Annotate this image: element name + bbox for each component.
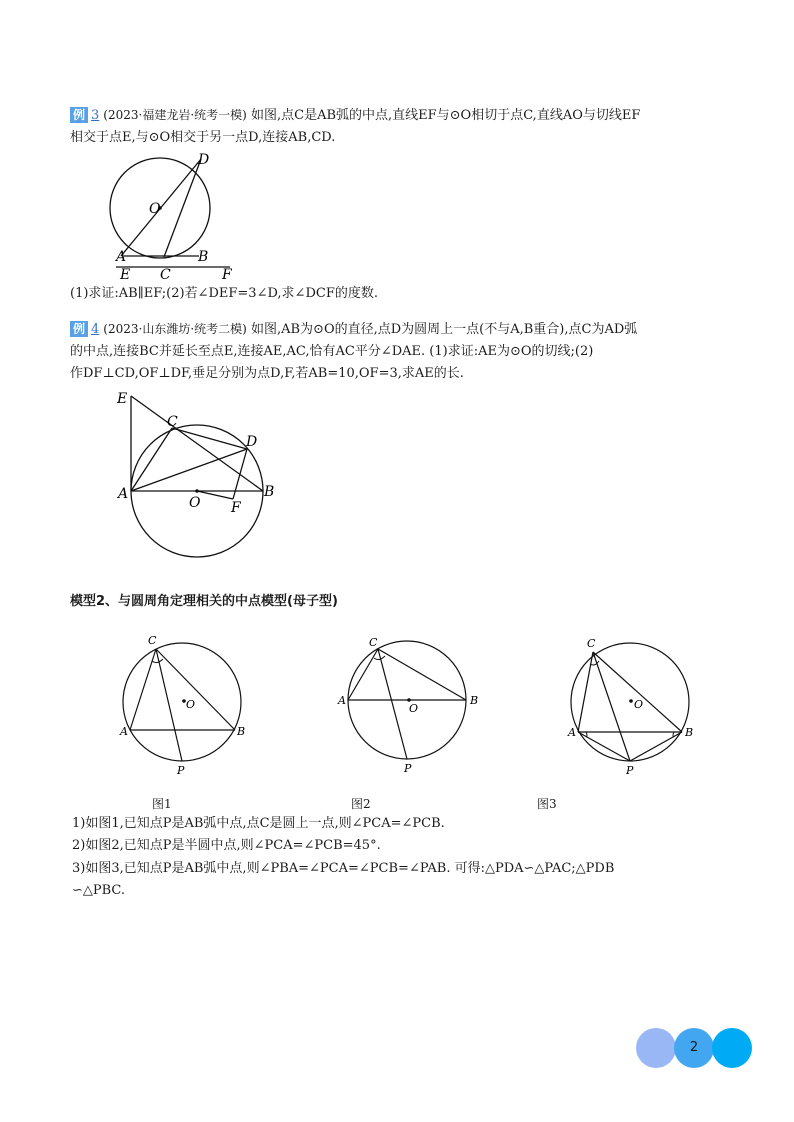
figure-example-4	[112, 388, 287, 560]
point-label: O	[409, 702, 419, 715]
example-tag: 例	[70, 321, 88, 337]
example-number: 3	[91, 108, 100, 123]
point-label: B	[264, 484, 275, 500]
point-label: P	[404, 762, 412, 775]
point-label: O	[189, 495, 201, 511]
point-label: A	[116, 249, 127, 265]
point-label: B	[237, 725, 246, 738]
point-label: O	[149, 201, 161, 217]
figure-3	[560, 632, 710, 782]
example-source: (2023·山东潍坊·统考二模)	[103, 322, 247, 336]
point-label: D	[198, 152, 210, 168]
point-label: C	[148, 634, 157, 647]
figure-caption: 图2	[351, 797, 371, 811]
example-number: 4	[91, 322, 100, 337]
problem-text-line: 相交于点E,与⊙O相交于另一点D,连接AB,CD.	[70, 130, 336, 145]
point-label: C	[167, 414, 178, 430]
page-indicator	[636, 1028, 752, 1068]
section-heading: 模型2、与圆周角定理相关的中点模型(母子型)	[70, 594, 338, 609]
example-source: (2023·福建龙岩·统考一模)	[103, 108, 247, 122]
example-4-text	[70, 318, 736, 385]
point-label: C	[160, 267, 171, 283]
model-statement: 2)如图2,已知点P是半圆中点,则∠PCA=∠PCB=45°.	[72, 838, 381, 853]
point-label: B	[198, 249, 209, 265]
point-label: C	[369, 636, 378, 649]
point-label: E	[117, 391, 128, 407]
example-3-text	[70, 104, 736, 149]
problem-text-line: 如图,点C是AB弧的中点,直线EF与⊙O相切于点C,直线AO与切线EF	[250, 108, 641, 123]
figure-2	[335, 632, 485, 782]
model-statement: ∽△PBC.	[72, 883, 126, 898]
question-text: (1)求证:AB∥EF;(2)若∠DEF=3∠D,求∠DCF的度数.	[70, 286, 378, 301]
point-label: A	[120, 725, 128, 738]
point-label: E	[120, 267, 131, 283]
point-label: B	[470, 694, 479, 707]
page-dot-left	[636, 1028, 676, 1068]
page-dot-right	[712, 1028, 752, 1068]
problem-text-line: 的中点,连接BC并延长至点E,连接AE,AC,恰有AC平分∠DAE. (1)求证:AE为⊙O的切线;(2)	[70, 344, 594, 359]
point-label: O	[186, 698, 196, 711]
model-statement: 1)如图1,已知点P是AB弧中点,点C是圆上一点,则∠PCA=∠PCB.	[72, 816, 445, 831]
point-label: F	[222, 267, 232, 283]
figure-1	[110, 632, 260, 782]
point-label: C	[587, 637, 596, 650]
figure-caption: 图1	[152, 797, 172, 811]
figure-example-3	[100, 150, 250, 285]
problem-text-line: 作DF⊥CD,OF⊥DF,垂足分别为点D,F,若AB=10,OF=3,求AE的长.	[70, 366, 464, 381]
page-dot-current	[674, 1028, 714, 1068]
point-label: O	[634, 698, 644, 711]
point-label: A	[568, 726, 576, 739]
point-label: B	[685, 726, 694, 739]
point-label: P	[626, 764, 634, 777]
figure-caption: 图3	[537, 797, 557, 811]
example-3-question	[70, 283, 736, 305]
point-label: P	[177, 764, 185, 777]
point-label: D	[246, 434, 258, 450]
model-statement: 3)如图3,已知点P是AB弧中点,则∠PBA=∠PCA=∠PCB=∠PAB. 可得:△PDA∽△PAC;△PDB	[72, 861, 615, 876]
example-tag: 例	[70, 107, 88, 123]
point-label: A	[338, 694, 346, 707]
point-label: A	[118, 486, 129, 502]
page-number: 2	[689, 1040, 699, 1055]
point-label: F	[231, 500, 241, 516]
problem-text-line: 如图,AB为⊙O的直径,点D为圆周上一点(不与A,B重合),点C为AD弧	[250, 322, 638, 337]
